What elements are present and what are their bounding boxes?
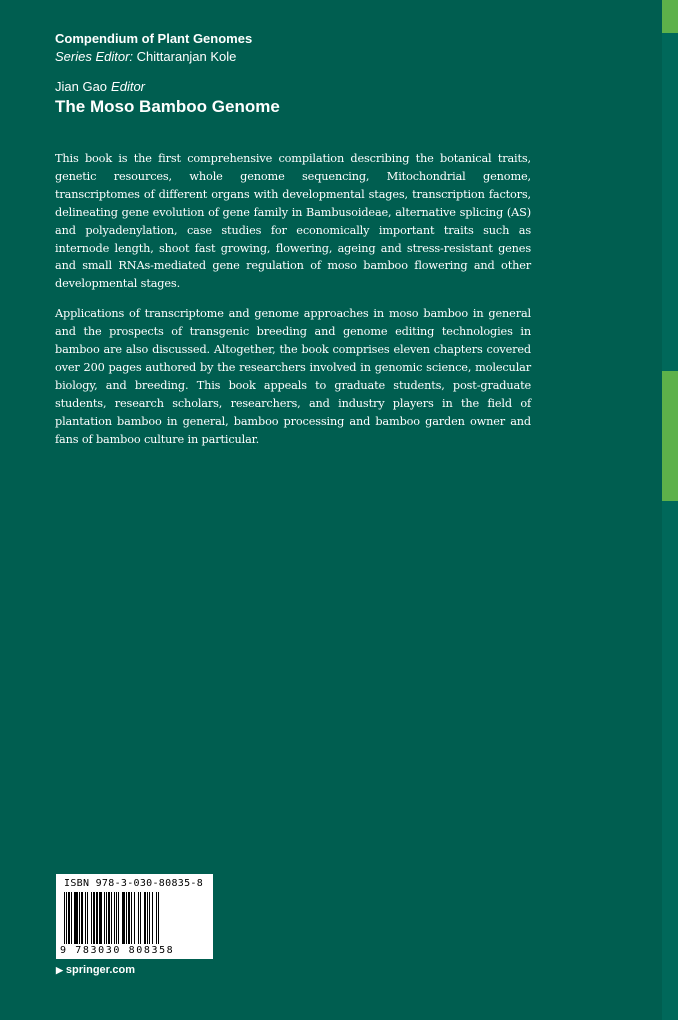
cover-header (55, 30, 280, 118)
arrow-right-icon: ▶ (56, 965, 63, 975)
description-paragraph-1: This book is the first comprehensive compilation describing the botanical traits, genetic resources, whole genome sequencing, Mitochondrial genome, transcriptomes of different organs with developmental stages, transcription factors, delineating gene evolution of gene family in Bambusoideae, alternative splicing (AS) and polyadenylation, case studies for economically important traits such as internode length, shoot fast growing, flowering, ageing and stress-resistant genes and small RNAs-mediated gene regulation of moso bamboo flowering and other developmental stages. (55, 152, 531, 291)
publisher-link[interactable] (56, 964, 135, 976)
book-description (55, 150, 531, 461)
green-accent-middle (662, 371, 678, 501)
isbn-number: ISBN 978-3-030-80835-8 (64, 878, 204, 889)
series-editor-name: Chittaranjan Kole (136, 49, 237, 64)
book-title: The Moso Bamboo Genome (55, 97, 280, 116)
green-accent-top (662, 0, 678, 33)
series-editor-label: Series Editor: (55, 49, 134, 64)
barcode-bar (159, 892, 160, 944)
spine-edge (662, 0, 678, 1020)
isbn-barcode (56, 874, 213, 959)
description-paragraph-2: Applications of transcriptome and genome approaches in moso bamboo in general and the prospects of transgenic breeding and genome editing technologies in bamboo are also discussed. Altogether, the book comprises eleven chapters covered over 200 pages authored by the researchers involved in genomic science, molecular biology, and breeding. This book appeals to graduate students, post-graduate students, research scholars, researchers, and industry players in the field of plantation bamboo in general, bamboo processing and bamboo garden owner and fans of bamboo culture in particular. (55, 307, 531, 446)
editor-name: Jian Gao (55, 79, 108, 94)
barcode-bars (64, 892, 205, 944)
editor-role: Editor (111, 79, 146, 94)
publisher-url: springer.com (65, 964, 135, 976)
series-name: Compendium of Plant Genomes (55, 31, 253, 46)
barcode-digits: 9 783030 808358 (60, 945, 175, 956)
series-editor (55, 48, 280, 66)
editor-line (55, 78, 280, 96)
